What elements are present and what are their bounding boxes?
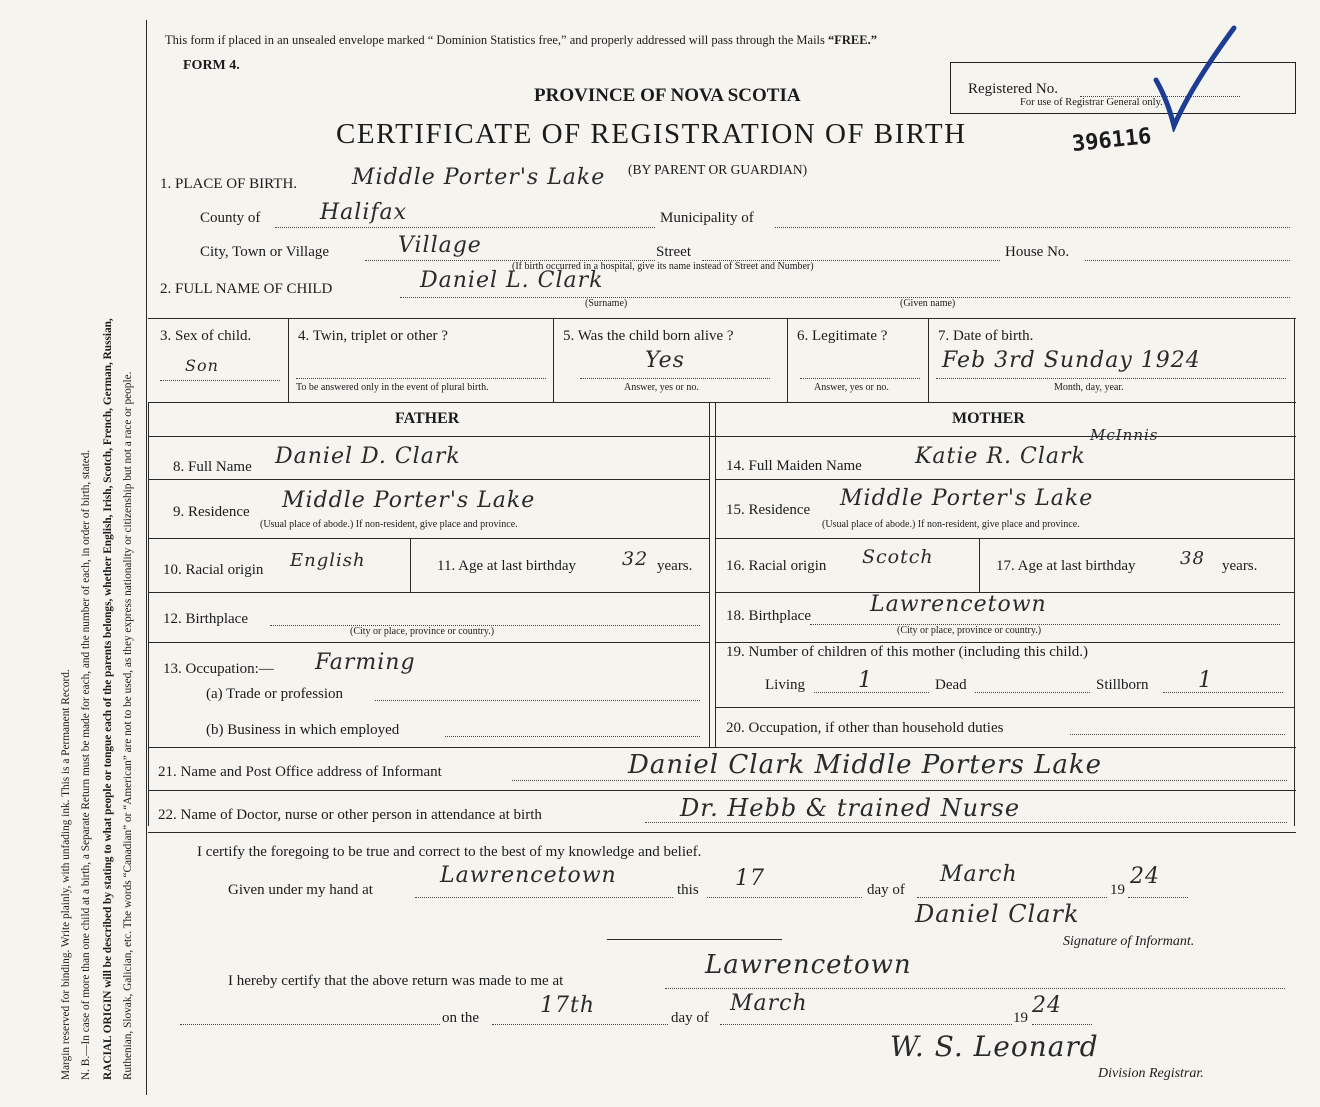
registrar-year-value: 24 — [1032, 993, 1062, 1018]
mother-residence-label: 15. Residence — [726, 502, 811, 518]
city-value: Village — [398, 233, 482, 258]
rule-row3-col4 — [928, 318, 929, 402]
rule-parents-divider-b — [715, 402, 716, 747]
dob-note: Month, day, year. — [1054, 382, 1124, 393]
father-residence-note: (Usual place of abode.) If non-resident, give place and province. — [260, 519, 518, 530]
child-name-value: Daniel L. Clark — [420, 268, 604, 293]
rule-father-race-bottom — [148, 592, 709, 593]
father-age-label: 11. Age at last birthday — [437, 558, 576, 574]
rule-mother-residence — [715, 538, 1294, 539]
house-line — [1085, 260, 1290, 261]
hospital-note: (If birth occurred in a hospital, give its name instead of Street and Number) — [512, 261, 814, 272]
registrar-day-line — [492, 1024, 668, 1025]
father-business-line — [445, 736, 700, 737]
form-number: FORM 4. — [183, 58, 240, 73]
mother-occupation-label: 20. Occupation, if other than household duties — [726, 720, 1004, 736]
signature-informant-label: Signature of Informant. — [1063, 934, 1195, 949]
rule-parents-bottom — [148, 747, 1296, 748]
mother-race-label: 16. Racial origin — [726, 558, 827, 574]
father-occupation-value: Farming — [315, 650, 416, 675]
rule-row3-top — [148, 318, 1296, 319]
rule-mother-children — [715, 707, 1294, 708]
rule-row3-col1 — [288, 318, 289, 402]
day-of-label: day of — [867, 882, 905, 898]
born-alive-note: Answer, yes or no. — [624, 382, 699, 393]
county-label: County of — [200, 210, 261, 226]
father-name-value: Daniel D. Clark — [275, 444, 461, 469]
twin-label: 4. Twin, triplet or other ? — [298, 328, 448, 344]
rule-doctor — [148, 832, 1296, 833]
mother-stillborn-line — [1163, 692, 1283, 693]
rule-mother-name — [715, 479, 1294, 480]
father-residence-label: 9. Residence — [173, 504, 250, 520]
registrar-year-prefix: 19 — [1013, 1010, 1028, 1026]
county-line — [275, 227, 655, 228]
mother-residence-value: Middle Porter's Lake — [840, 486, 1094, 511]
child-name-line — [400, 297, 1290, 298]
rule-mother-race — [979, 538, 980, 592]
registrar-day-of-label: day of — [671, 1010, 709, 1026]
rule-right-edge — [1294, 318, 1295, 826]
doctor-line — [645, 822, 1287, 823]
mother-age-value: 38 — [1180, 548, 1205, 569]
month-value: March — [940, 862, 1018, 887]
rule-certify-separator — [607, 939, 782, 940]
father-age-value: 32 — [622, 548, 649, 570]
rule-father-residence — [148, 538, 709, 539]
rule-row3-col3 — [787, 318, 788, 402]
month-line — [917, 897, 1107, 898]
on-the-label: on the — [442, 1010, 480, 1026]
given-place-value: Lawrencetown — [440, 863, 617, 888]
checkmark-icon — [1150, 22, 1240, 132]
mother-birthplace-value: Lawrencetown — [870, 592, 1047, 617]
place-of-birth-value: Middle Porter's Lake — [352, 165, 606, 190]
doctor-label: 22. Name of Doctor, nurse or other person in attendance at birth — [158, 807, 542, 823]
mother-name-insert: McInnis — [1090, 426, 1159, 444]
father-trade-label: (a) Trade or profession — [206, 686, 344, 702]
sex-line — [160, 380, 280, 381]
rule-row3-bottom — [148, 402, 1296, 403]
province-heading: PROVINCE OF NOVA SCOTIA — [534, 85, 801, 106]
margin-note-binding: Margin reserved for binding. Write plainly, with unfading ink. This is a Permanent Record. — [60, 669, 72, 1080]
dob-value: Feb 3rd Sunday 1924 — [942, 348, 1201, 373]
mother-occupation-line — [1070, 734, 1285, 735]
father-race-label: 10. Racial origin — [163, 562, 264, 578]
rule-informant — [148, 790, 1296, 791]
house-label: House No. — [1005, 244, 1070, 260]
division-registrar-label: Division Registrar. — [1098, 1066, 1204, 1081]
certificate-subtitle: (BY PARENT OR GUARDIAN) — [628, 162, 808, 177]
mother-age-unit: years. — [1222, 558, 1258, 574]
father-business-label: (b) Business in which employed — [206, 722, 400, 738]
county-value: Halifax — [320, 200, 408, 225]
rule-father-race — [410, 538, 411, 592]
born-alive-label: 5. Was the child born alive ? — [563, 328, 734, 344]
rule-parents-divider-a — [709, 402, 710, 747]
registrar-lead-line — [180, 1024, 440, 1025]
registrar-statement: I hereby certify that the above return was made to me at — [228, 973, 564, 989]
city-label: City, Town or Village — [200, 244, 330, 260]
born-alive-value: Yes — [645, 348, 685, 373]
this-label: this — [677, 882, 699, 898]
given-name-note: (Given name) — [900, 298, 956, 309]
registrar-year-line — [1032, 1024, 1092, 1025]
father-trade-line — [375, 700, 700, 701]
registrar-signature: W. S. Leonard — [890, 1030, 1099, 1063]
registrar-place-line — [665, 988, 1285, 989]
given-label: Given under my hand at — [228, 882, 373, 898]
dob-line — [936, 378, 1286, 379]
legitimate-line — [800, 378, 920, 379]
this-line — [707, 897, 862, 898]
certificate-title: CERTIFICATE OF REGISTRATION OF BIRTH — [336, 118, 967, 150]
registrar-place-value: Lawrencetown — [705, 950, 912, 980]
year-value: 24 — [1130, 864, 1160, 889]
this-value: 17 — [735, 866, 765, 891]
mother-living-value: 1 — [858, 668, 873, 693]
mother-dead-line — [975, 692, 1090, 693]
doctor-value: Dr. Hebb & trained Nurse — [680, 794, 1021, 822]
father-age-unit: years. — [657, 558, 693, 574]
informant-signature: Daniel Clark — [915, 900, 1080, 928]
margin-note-racial-origin-cont: Ruthenian, Slovak, Galician, etc. The words “Canadian” or “American” are not to be used, as they express nationality or citizenship but not a race or people. — [122, 371, 134, 1080]
dob-label: 7. Date of birth. — [938, 328, 1034, 344]
rule-father-name — [148, 479, 709, 480]
mother-residence-note: (Usual place of abode.) If non-resident, give place and province. — [822, 519, 1080, 530]
registrar-month-line — [720, 1024, 1012, 1025]
twin-note: To be answered only in the event of plural birth. — [296, 382, 489, 393]
surname-note: (Surname) — [585, 298, 628, 309]
municipality-label: Municipality of — [660, 210, 754, 226]
legitimate-label: 6. Legitimate ? — [797, 328, 888, 344]
margin-note-racial-origin: RACIAL ORIGIN will be described by stating to what people or tongue each of the parents belongs, whether English, Irish, Scotch, French, German, Russian, — [102, 318, 114, 1080]
mother-birthplace-note: (City or place, province or country.) — [897, 625, 1042, 636]
mother-dead-label: Dead — [935, 677, 967, 693]
year-line — [1128, 897, 1188, 898]
mother-living-label: Living — [765, 677, 805, 693]
mother-birthplace-line — [810, 624, 1280, 625]
father-birthplace-label: 12. Birthplace — [163, 611, 248, 627]
legitimate-note: Answer, yes or no. — [814, 382, 889, 393]
mother-stillborn-value: 1 — [1198, 668, 1213, 693]
father-occupation-label: 13. Occupation:— — [163, 661, 274, 677]
margin-note-nb: N. B.—In case of more than one child at a birth, a Separate Return must be made for each, and the number of each, in order of birth, stated. — [80, 449, 92, 1080]
rule-left-edge — [148, 402, 149, 826]
mother-name-value: Katie R. Clark — [915, 444, 1086, 469]
municipality-line — [775, 227, 1290, 228]
year-prefix: 19 — [1110, 882, 1125, 898]
father-residence-value: Middle Porter's Lake — [282, 488, 536, 513]
postal-notice: This form if placed in an unsealed envelope marked “ Dominion Statistics free,” and properly addressed will pass through the Mails “FREE.” — [165, 33, 877, 47]
informant-value: Daniel Clark Middle Porters Lake — [628, 750, 1103, 780]
twin-line — [296, 378, 546, 379]
informant-line — [512, 780, 1287, 781]
given-place-line — [415, 897, 673, 898]
mother-stillborn-label: Stillborn — [1096, 677, 1149, 693]
registered-label: Registered No. — [968, 81, 1058, 97]
rule-father-birthplace — [148, 642, 709, 643]
mother-birthplace-label: 18. Birthplace — [726, 608, 811, 624]
sex-label: 3. Sex of child. — [160, 328, 252, 344]
registrar-month-value: March — [730, 991, 808, 1016]
registrar-note: For use of Registrar General only. — [1020, 97, 1163, 108]
child-name-label: 2. FULL NAME OF CHILD — [160, 281, 333, 297]
mother-race-value: Scotch — [862, 546, 934, 568]
mother-name-label: 14. Full Maiden Name — [726, 458, 862, 474]
mother-age-label: 17. Age at last birthday — [996, 558, 1136, 574]
father-name-label: 8. Full Name — [173, 459, 252, 475]
certify-statement: I certify the foregoing to be true and correct to the best of my knowledge and belief. — [197, 844, 702, 860]
informant-label: 21. Name and Post Office address of Informant — [158, 764, 442, 780]
mother-heading: MOTHER — [952, 410, 1025, 427]
father-heading: FATHER — [395, 410, 460, 427]
registrar-day-value: 17th — [540, 993, 596, 1018]
place-of-birth-label: 1. PLACE OF BIRTH. — [160, 176, 298, 192]
sex-value: Son — [185, 356, 219, 375]
father-race-value: English — [290, 550, 366, 571]
mother-children-label: 19. Number of children of this mother (including this child.) — [726, 644, 1089, 660]
street-label: Street — [656, 244, 691, 260]
born-alive-line — [580, 378, 770, 379]
rule-row3-col2 — [553, 318, 554, 402]
registered-number: 396116 — [1070, 123, 1153, 158]
father-birthplace-note: (City or place, province or country.) — [350, 626, 495, 637]
